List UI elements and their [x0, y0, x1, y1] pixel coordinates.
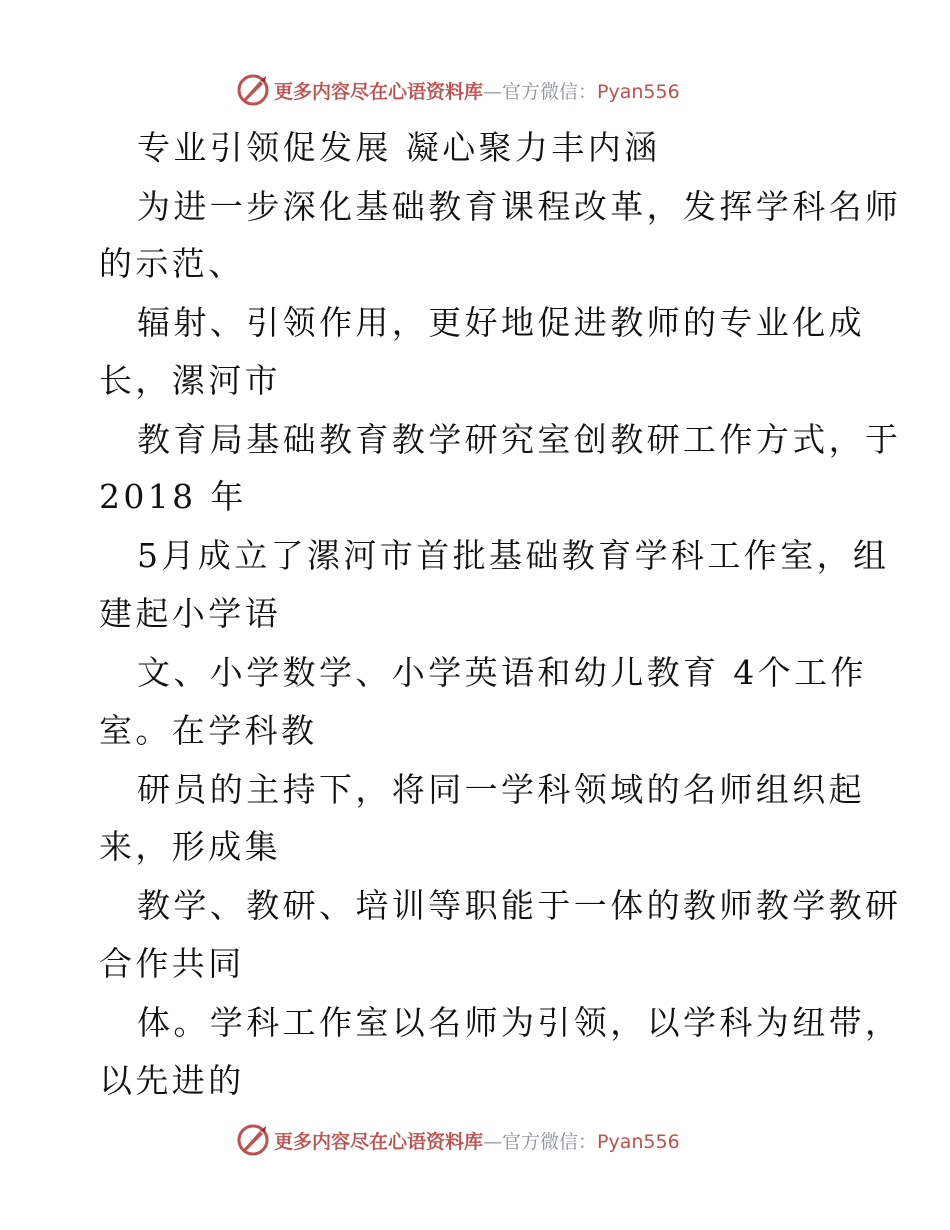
watermark-dash: — — [483, 1130, 503, 1153]
paragraph-line: 教学、教研、培训等职能于一体的教师教学教研 — [137, 886, 902, 925]
paragraph-line: 以先进的 — [99, 1061, 245, 1100]
paragraph-line: 来，形成集 — [99, 827, 281, 866]
watermark-sub-text: 官方微信： — [502, 1130, 598, 1153]
document-title: 专业引领促发展 凝心聚力丰内涵 — [137, 128, 661, 167]
paragraph-line: 长，漯河市 — [99, 361, 281, 400]
paragraph-line: 建起小学语 — [99, 594, 281, 633]
paragraph-line: 为进一步深化基础教育课程改革，发挥学科名师 — [137, 187, 902, 226]
footer-watermark — [236, 1123, 756, 1157]
watermark-main-text: 更多内容尽在心语资料库 — [274, 80, 484, 103]
watermark-main-text: 更多内容尽在心语资料库 — [274, 1130, 484, 1153]
watermark-sub-text: 官方微信： — [502, 80, 598, 103]
quill-logo-icon — [236, 1123, 270, 1157]
paragraph-line: 的示范、 — [99, 244, 245, 283]
watermark-wechat-id: Pyan556 — [597, 1130, 680, 1153]
paragraph-line: 研员的主持下，将同一学科领域的名师组织起 — [137, 770, 865, 809]
paragraph-line: 教育局基础教育教学研究室创教研工作方式，于 — [137, 420, 902, 459]
paragraph-line: 室。在学科教 — [99, 711, 318, 750]
paragraph-line: 合作共同 — [99, 944, 245, 983]
watermark-dash: — — [483, 80, 503, 103]
watermark-wechat-id: Pyan556 — [597, 80, 680, 103]
paragraph-line: 5月成立了漯河市首批基础教育学科工作室，组 — [137, 536, 890, 575]
paragraph-line: 辐射、引领作用，更好地促进教师的专业化成 — [137, 303, 865, 342]
paragraph-line: 2018 年 — [99, 477, 247, 516]
paragraph-line: 文、小学数学、小学英语和幼儿教育 4个工作 — [137, 653, 867, 692]
paragraph-line: 体。学科工作室以名师为引领，以学科为纽带， — [137, 1003, 902, 1042]
